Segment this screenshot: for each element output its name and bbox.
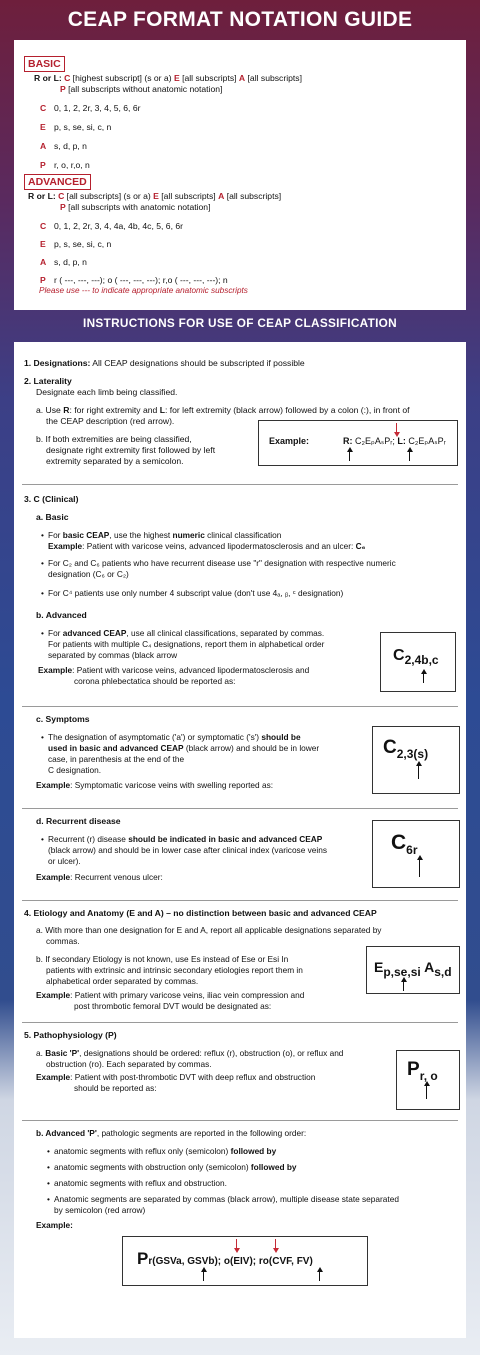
section-3c-title: c. Symptoms <box>36 714 90 724</box>
basic-p-example-box <box>396 1050 460 1110</box>
section-5a-example-1: Example: Patient with post-thrombotic DVT with deep reflux and obstruction <box>36 1072 316 1082</box>
section-5b-title: b. Advanced 'P', pathologic segments are reported in the following order: <box>36 1128 307 1138</box>
section-2-sub: Designate each limb being classified. <box>36 387 178 397</box>
recurrent-example-box <box>372 820 460 888</box>
section-3-title: 3. C (Clinical) <box>24 494 79 504</box>
advanced-c-example-box <box>380 632 456 692</box>
section-2-title: 2. Laterality <box>24 376 72 386</box>
section-3a-example: Example: Patient with varicose veins, advanced lipodermatosclerosis and an ulcer: C₆ <box>48 541 366 551</box>
laterality-example: R: C₂EₚAₛPᵣ; L: C₂EₚAₛPᵣ <box>343 436 446 446</box>
red-arrow <box>236 1239 237 1249</box>
example-label: Example: <box>269 436 310 446</box>
basic-row-p: P r, o, r,o, n <box>40 160 90 170</box>
section-4a-line2: commas. <box>46 936 80 946</box>
black-arrow <box>203 1271 204 1281</box>
section-4b-line1: b. If secondary Etiology is not known, use Es instead of Ese or Esi In <box>36 954 289 964</box>
page-title: CEAP FORMAT NOTATION GUIDE <box>67 8 413 31</box>
advanced-note: Please use --- to indicate appropriate anatomic subscripts <box>39 286 248 295</box>
section-2b-line1: b. If both extremities are being classified, <box>36 434 192 444</box>
divider <box>22 484 458 485</box>
laterality-example-box <box>258 420 458 466</box>
basic-format-line1: R or L: C [highest subscript] (s or a) E [all subscripts] A [all subscripts] <box>34 73 302 83</box>
advanced-row-e: E p, s, se, si, c, n <box>40 239 112 249</box>
divider <box>22 1022 458 1023</box>
section-5a-line1: a. Basic 'P', designations should be ordered: reflux (r), obstruction (o), or reflux and <box>36 1048 344 1058</box>
section-5b-bullet4: • Anatomic segments are separated by commas (black arrow), multiple disease state separated <box>54 1194 399 1205</box>
section-3c-line4: C designation. <box>48 765 102 775</box>
section-5a-line2: obstruction (ro). Each separated by commas. <box>46 1059 212 1069</box>
section-1: 1. Designations: All CEAP designations should be subscripted if possible <box>24 358 305 368</box>
section-3b-example-2: corona phlebectatica should be reported as: <box>74 676 236 686</box>
section-3b-line3: separated by commas (black arrow <box>48 650 178 660</box>
advanced-p-symbol: Pr(GSVa, GSVb); o(EIV); ro(CVF, FV) <box>137 1249 313 1268</box>
section-3a-bullet3: • For C⁴ patients use only number 4 subscript value (don't use 4ₐ, ᵦ, ᶜ designation) <box>48 588 343 599</box>
section-3b-example-1: Example: Patient with varicose veins, advanced lipodermatosclerosis and <box>38 665 310 675</box>
section-3b-bullet: • For advanced CEAP, use all clinical classifications, separated by commas. <box>48 628 324 639</box>
divider <box>22 1120 458 1121</box>
section-4-title: 4. Etiology and Anatomy (E and A) – no distinction between basic and advanced CEAP <box>24 908 377 918</box>
red-arrow <box>275 1239 276 1249</box>
section-2b-line3: extremity separated by a semicolon. <box>46 456 184 466</box>
etiology-example-box <box>366 946 460 994</box>
advanced-row-c: C 0, 1, 2, 2r, 3, 4, 4a, 4b, 4c, 5, 6, 6r <box>40 221 183 231</box>
section-3a-bullet2: • For C₂ and C₆ patients who have recurrent disease use "r" designation with respective numeric <box>48 558 396 569</box>
section-3a-bullet2-cont: designation (C₆ or C₂) <box>48 569 129 579</box>
section-5b-example-label: Example: <box>36 1220 73 1230</box>
section-3d-example: Example: Recurrent venous ulcer: <box>36 872 163 882</box>
advanced-heading: ADVANCED <box>24 174 91 190</box>
advanced-p-example-box <box>122 1236 368 1286</box>
section-2a-line1: a. Use R: for right extremity and L: for left extremity (black arrow) followed by a colon (:), in front of <box>36 405 410 415</box>
black-arrow <box>409 451 410 461</box>
section-5b-bullet1: • anatomic segments with reflux only (semicolon) followed by <box>54 1146 276 1157</box>
section-5b-bullet2: • anatomic segments with obstruction only (semicolon) followed by <box>54 1162 297 1173</box>
basic-heading: BASIC <box>24 56 65 72</box>
section-3c-line3: case, in parenthesis at the end of the <box>48 754 185 764</box>
black-arrow <box>426 1085 427 1099</box>
divider <box>22 808 458 809</box>
advanced-row-p: P r ( ---, ---, ---); o ( ---, ---, ---); r,o ( ---, ---, ---); n <box>40 275 228 285</box>
black-arrow <box>423 673 424 683</box>
section-3a-title: a. Basic <box>36 512 69 522</box>
basic-row-a: A s, d, p, n <box>40 141 87 151</box>
black-arrow <box>419 859 420 877</box>
notation-panel <box>14 40 466 310</box>
black-arrow <box>349 451 350 461</box>
section-3c-bullet: • The designation of asymptomatic ('a') or symptomatic ('s') should be <box>48 732 301 743</box>
section-3b-title: b. Advanced <box>36 610 87 620</box>
basic-format-line2: P [all subscripts without anatomic notation] <box>60 84 223 94</box>
instructions-panel <box>14 342 466 1338</box>
section-4-example-2: post thrombotic femoral DVT would be designated as: <box>74 1001 272 1011</box>
section-3c-line2: used in basic and advanced CEAP (black arrow) and should be in lower <box>48 743 320 753</box>
red-arrow <box>396 423 397 433</box>
section-3d-line3: or ulcer). <box>48 856 81 866</box>
black-arrow <box>403 981 404 991</box>
section-4-example-1: Example: Patient with primary varicose veins, iliac vein compression and <box>36 990 305 1000</box>
basic-row-e: E p, s, se, si, c, n <box>40 122 112 132</box>
black-arrow <box>418 765 419 779</box>
section-5b-bullet4-cont: by semicolon (red arrow) <box>54 1205 146 1215</box>
section-3d-bullet: • Recurrent (r) disease should be indicated in basic and advanced CEAP <box>48 834 322 845</box>
advanced-row-a: A s, d, p, n <box>40 257 87 267</box>
section-3c-example: Example: Symptomatic varicose veins with swelling reported as: <box>36 780 274 790</box>
black-arrow <box>319 1271 320 1281</box>
section-5a-example-2: should be reported as: <box>74 1083 157 1093</box>
section-4b-line2: patients with extrinsic and intrinsic secondary etiologies report them in <box>46 965 303 975</box>
advanced-format-line2: P [all subscripts with anatomic notation] <box>60 202 211 212</box>
section-5b-bullet3: • anatomic segments with reflux and obstruction. <box>54 1178 227 1189</box>
section-2b-line2: designate right extremity first followed by left <box>46 445 216 455</box>
section-4a-line1: a. With more than one designation for E and A, report all applicable designations separated by <box>36 925 382 935</box>
section-3a-bullet1: • For basic CEAP, use the highest numeric clinical classification <box>48 530 281 541</box>
section-3d-title: d. Recurrent disease <box>36 816 121 826</box>
divider <box>22 706 458 707</box>
section-4b-line3: alphabetical order separated by commas. <box>46 976 199 986</box>
section-3d-line2: (black arrow) and should be in lower case after clinical index (varicose veins <box>48 845 327 855</box>
basic-row-c: C 0, 1, 2, 2r, 3, 4, 5, 6, 6r <box>40 103 141 113</box>
instructions-title: INSTRUCTIONS FOR USE OF CEAP CLASSIFICATION <box>83 316 397 330</box>
advanced-format-line1: R or L: C [all subscripts] (s or a) E [all subscripts] A [all subscripts] <box>28 191 282 201</box>
symptoms-example-box <box>372 726 460 794</box>
section-2a-line2: the CEAP description (red arrow). <box>46 416 175 426</box>
etiology-symbol: $E_{p,se,si}$ $A_{s,d}$ <box>374 959 452 979</box>
divider <box>22 900 458 901</box>
advanced-c-symbol: $C_{2,4b,c}$ <box>393 647 439 668</box>
basic-p-symbol: $P_{r, o}$ <box>407 1059 438 1083</box>
recurrent-c-symbol: $C_{6r}$ <box>391 831 418 858</box>
section-5-title: 5. Pathophysiology (P) <box>24 1030 117 1040</box>
symptoms-c-symbol: $C_{2,3(s)}$ <box>383 737 429 761</box>
section-3b-line2: For patients with multiple C₄ designations, report them in alphabetical order <box>48 639 325 649</box>
